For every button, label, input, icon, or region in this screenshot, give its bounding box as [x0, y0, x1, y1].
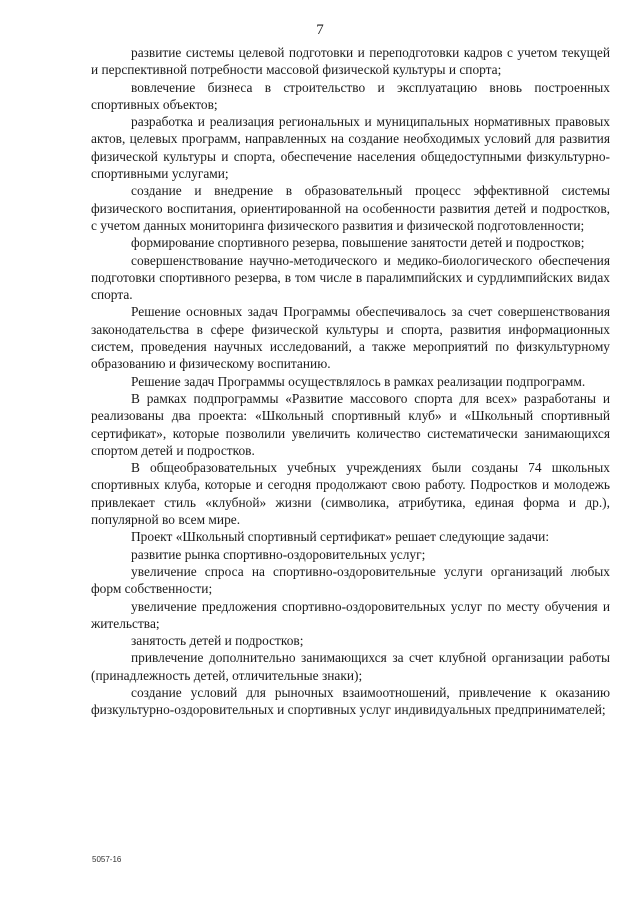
paragraph: Решение задач Программы осуществлялось в рамках реализации подпрограмм.: [131, 373, 586, 389]
paragraph: развитие системы целевой подготовки и переподготовки кадров с учетом текущей и перспективной потребности массовой физической культуры и спорта;: [91, 45, 610, 78]
paragraph: Решение основных задач Программы обеспечивалось за счет совершенствования законодательства в сфере физической культуры и спорта, развития информационных систем, проведения научных исследований, а также мероприятий по физкультурному образованию и физическому воспитанию.: [91, 304, 610, 372]
paragraph: привлечение дополнительно занимающихся за счет клубной организации работы (принадлежность детей, отличительные знаки);: [91, 650, 610, 683]
paragraph: формирование спортивного резерва, повышение занятости детей и подростков;: [131, 235, 585, 251]
paragraph: В общеобразовательных учебных учреждениях были созданы 74 школьных спортивных клуба, которые и сегодня продолжают свою работу. Подростков и молодежь привлекает стиль «клубной» жизни (символика, атрибутика, единая форма и др.), популярной во всем мире.: [91, 460, 610, 528]
paragraph: занятость детей и подростков;: [131, 633, 304, 649]
paragraph: развитие рынка спортивно-оздоровительных услуг;: [131, 546, 426, 562]
paragraph: совершенствование научно-методического и медико-биологического обеспечения подготовки спортивного резерва, в том числе в паралимпийских и сурдлимпийских видах спорта.: [91, 252, 610, 303]
paragraph: создание условий для рыночных взаимоотношений, привлечение к оказанию физкультурно-оздоровительных и спортивных услуг индивидуальных предпринимателей;: [91, 684, 610, 718]
document-code: 5057-16: [92, 855, 122, 864]
paragraph: увеличение спроса на спортивно-оздоровительные услуги организаций любых форм собственности;: [91, 563, 610, 597]
paragraph: Проект «Школьный спортивный сертификат» решает следующие задачи:: [131, 529, 550, 545]
paragraph: вовлечение бизнеса в строительство и эксплуатацию вновь построенных спортивных объектов;: [91, 79, 610, 112]
paragraph: В рамках подпрограммы «Развитие массового спорта для всех» разработаны и реализованы два проекта: «Школьный спортивный клуб» и «Школьный спортивный сертификат», которые позволили увеличить количество систематически занимающихся спортом детей и подростков.: [91, 390, 610, 458]
page-number: 7: [316, 22, 324, 38]
document-body: [91, 44, 610, 719]
paragraph: создание и внедрение в образовательный процесс эффективной системы физического воспитания, ориентированной на особенности развития детей и подростков, с учетом данных мониторинга физического развития и физической подготовленности;: [91, 183, 610, 233]
paragraph: разработка и реализация региональных и муниципальных нормативных правовых актов, целевых программ, направленных на создание необходимых условий для развития физической культуры и спорта, обеспечение населения общедоступными физкультурно-спортивными услугами;: [91, 114, 610, 182]
paragraph: увеличение предложения спортивно-оздоровительных услуг по месту обучения и жительства;: [91, 598, 610, 631]
